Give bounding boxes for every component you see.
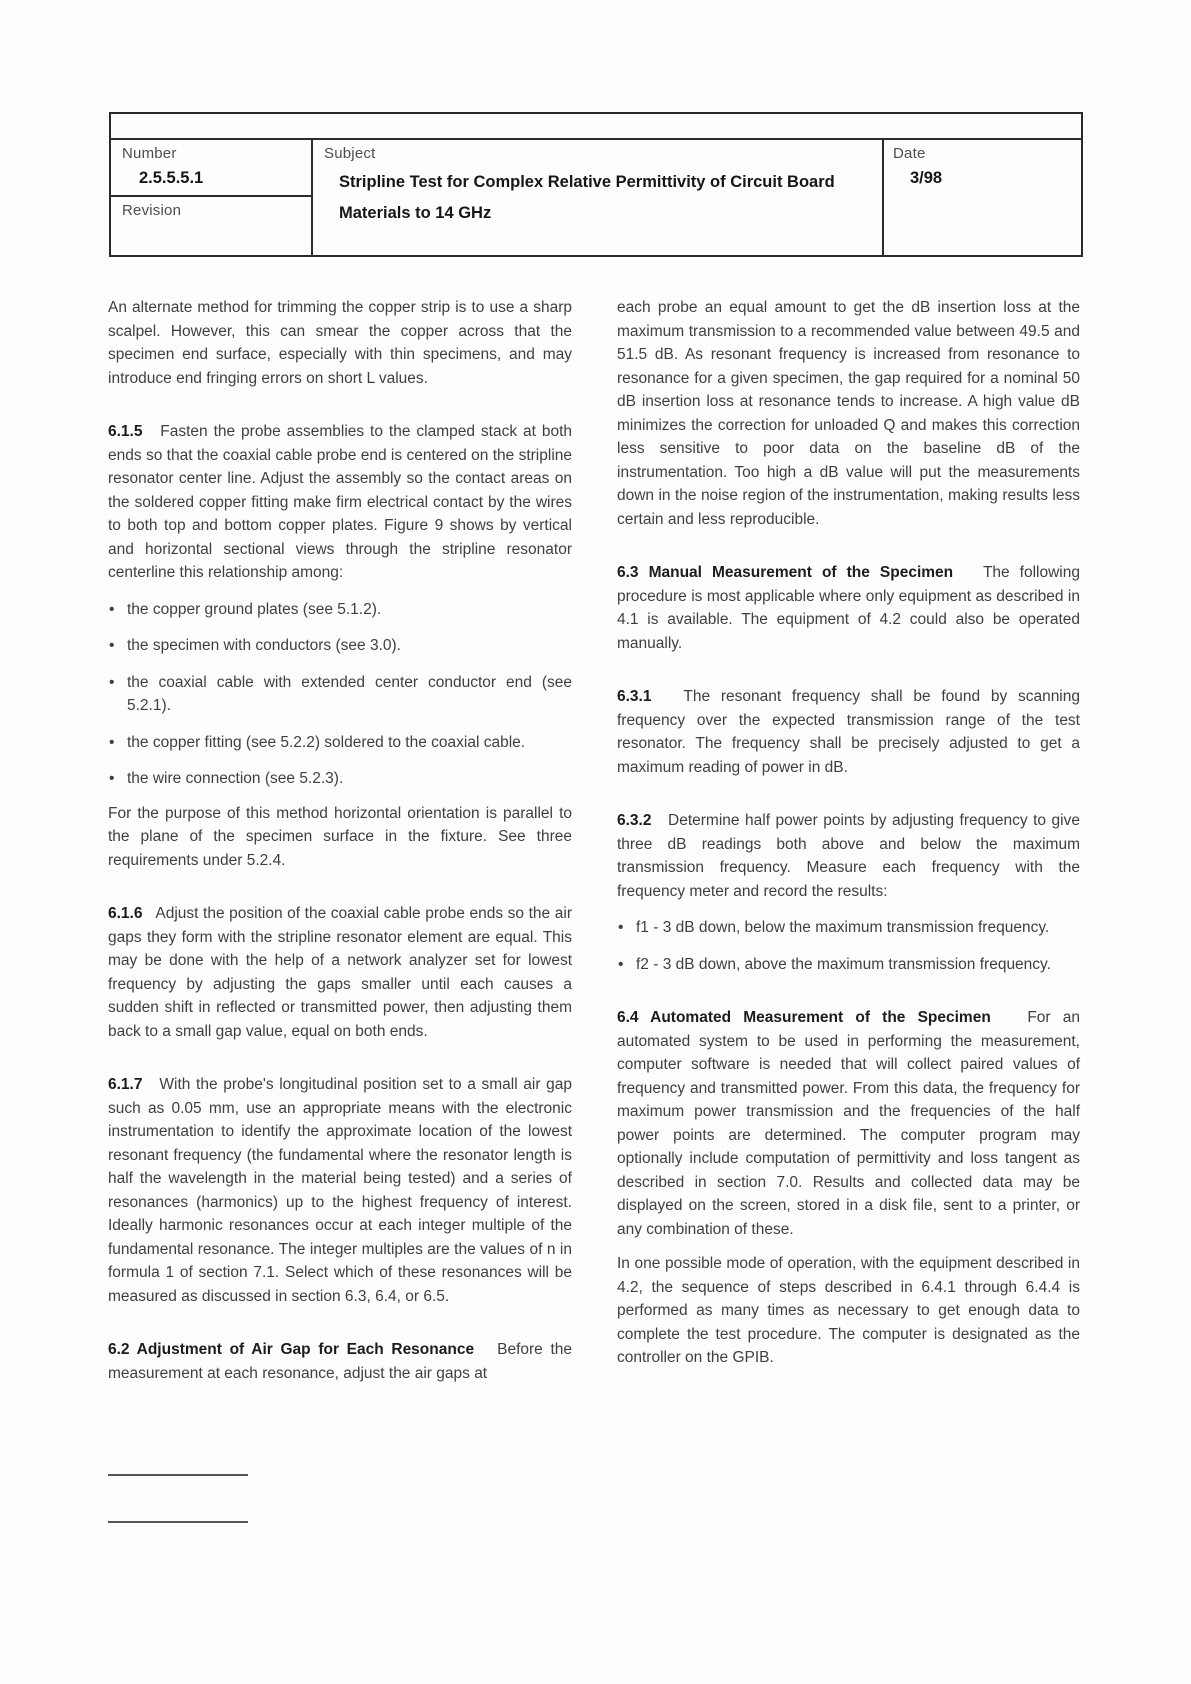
section-paragraph: 6.3 Manual Measurement of the Specimen The following procedure is most applicable where only equipment as described in 4.1 is available. The equipment of 4.2 could also be operated manually. xyxy=(617,564,1080,652)
section-paragraph: 6.2 Adjustment of Air Gap for Each Resonance Before the measurement at each resonance, adjust the air gaps at xyxy=(108,1341,572,1382)
bullet-item: • the specimen with conductors (see 3.0). xyxy=(108,634,572,658)
section-paragraph: 6.4 Automated Measurement of the Specimen For an automated system to be used in performing the measurement, computer software is needed that will collect paired values of frequency and transmitted power. From this data, the frequency for maximum power transmission and the frequencies of the half power points are determined. The computer program may optionally include computation of permittivity and loss tangent as described in section 7.0. Results and collected data may be displayed on the screen, stored in a disk file, sent to a printer, or any combination of these. xyxy=(617,1009,1080,1238)
text-column-right xyxy=(617,296,1080,1370)
section-heading: 6.1.5 xyxy=(108,423,143,440)
bullet-icon: • xyxy=(618,955,624,973)
section-paragraph: 6.1.7 With the probe's longitudinal position set to a small air gap such as 0.05 mm, use an appropriate means with the electronic instrumentation to identify the approximate location of the lowest resonant frequency (the fundamental where the resonator length is half the wavelength in the material being tested) and a series of resonances (harmonics) up to the highest frequency of interest. Ideally harmonic resonances occur at each integer multiple of the fundamental resonance. The integer multiples are the values of n in formula 1 of section 7.1. Select which of these resonances will be measured as discussed in section 6.3, 6.4, or 6.5. xyxy=(108,1076,573,1305)
section-heading: 6.2 Adjustment of Air Gap for Each Resonance xyxy=(108,1341,475,1358)
body-paragraph: each probe an equal amount to get the dB insertion loss at the maximum transmission to a recommended value between 49.5 and 51.5 dB. As resonant frequency is increased from resonance to resonance for a given specimen, the gap required for a nominal 50 dB insertion loss at resonance tends to increase. A high value dB minimizes the correction for unloaded Q and makes this correction less sensitive to poor data on the baseline dB of the instrumentation. Too high a dB value will put the measurements down in the noise region of the instrumentation, making results less certain and less reproducible. xyxy=(617,299,1080,528)
bullet-item: • f1 - 3 dB down, below the maximum transmission frequency. xyxy=(617,916,1080,940)
footnote-rule xyxy=(108,1521,248,1523)
revision-label: Revision xyxy=(122,202,182,219)
date-value: 3/98 xyxy=(910,169,943,187)
section-heading: 6.3.2 xyxy=(617,812,652,829)
body-paragraph: An alternate method for trimming the copper strip is to use a sharp scalpel. However, this can smear the copper across that the specimen end surface, especially with thin specimens, and may introduce end fringing errors on short L values. xyxy=(108,299,572,387)
bullet-item: • the wire connection (see 5.2.3). xyxy=(108,767,572,791)
bullet-icon: • xyxy=(109,637,115,654)
number-label: Number xyxy=(122,145,177,162)
section-paragraph: 6.3.2 Determine half power points by adjusting frequency to give three dB readings both above and below the maximum transmission frequency. Measure each frequency with the frequency meter and record the results: xyxy=(617,812,1080,900)
section-heading: 6.1.7 xyxy=(108,1076,143,1093)
header-subject-cell xyxy=(313,140,882,255)
date-label: Date xyxy=(893,145,926,162)
section-paragraph: 6.1.6 Adjust the position of the coaxial cable probe ends so the air gaps they form with the stripline resonator element are equal. This may be done with the help of a network analyzer set for lowest frequency by adjusting the gaps smaller until each causes a sudden shift in reflected or transmitted power, then adjusting them back to a small gap value, equal on both ends. xyxy=(108,905,572,1040)
bullet-item: • the coaxial cable with extended center conductor end (see 5.2.1). xyxy=(108,671,572,718)
header-table xyxy=(109,112,1083,257)
header-revision-cell xyxy=(111,197,311,255)
section-heading: 6.1.6 xyxy=(108,905,143,922)
header-number-cell xyxy=(111,140,313,255)
header-top-strip xyxy=(111,114,1081,140)
subject-value: Stripline Test for Complex Relative Permittivity of Circuit Board Materials to 14 GHz xyxy=(339,173,835,222)
subject-label: Subject xyxy=(324,145,376,162)
footnote-rule xyxy=(108,1474,248,1476)
section-paragraph: 6.1.5 Fasten the probe assemblies to the clamped stack at both ends so that the coaxial cable probe end is centered on the stripline resonator center line. Adjust the assembly so the contact areas on the soldered copper fitting make firm electrical contact by the wires to both top and bottom copper plates. Figure 9 shows by vertical and horizontal sectional views through the stripline resonator centerline this relationship among: xyxy=(108,423,573,581)
bullet-icon: • xyxy=(109,733,115,751)
bullet-icon: • xyxy=(109,600,115,618)
bullet-icon: • xyxy=(109,673,115,691)
bullet-item: • the copper ground plates (see 5.1.2). xyxy=(108,598,572,622)
text-column-left xyxy=(108,296,572,1385)
section-heading: 6.3 Manual Measurement of the Specimen xyxy=(617,564,954,581)
section-heading: 6.3.1 xyxy=(617,688,652,705)
bullet-icon: • xyxy=(618,919,624,936)
number-value: 2.5.5.5.1 xyxy=(139,169,204,187)
header-date-cell xyxy=(882,140,1081,255)
body-paragraph: In one possible mode of operation, with the equipment described in 4.2, the sequence of steps described in 6.4.1 through 6.4.4 is performed as many times as necessary to get enough data to complete the test procedure. The computer is designated as the controller on the GPIB. xyxy=(617,1255,1080,1366)
bullet-item: • the copper fitting (see 5.2.2) soldered to the coaxial cable. xyxy=(108,731,572,755)
body-paragraph: For the purpose of this method horizontal orientation is parallel to the plane of the specimen surface in the fixture. See three requirements under 5.2.4. xyxy=(108,804,572,869)
bullet-item: • f2 - 3 dB down, above the maximum transmission frequency. xyxy=(617,953,1080,977)
section-heading: 6.4 Automated Measurement of the Specimen xyxy=(617,1009,991,1026)
section-paragraph: 6.3.1 The resonant frequency shall be found by scanning frequency over the expected transmission range of the test resonator. The frequency shall be precisely adjusted to get a maximum reading of power in dB. xyxy=(617,688,1080,776)
bullet-icon: • xyxy=(109,770,115,787)
